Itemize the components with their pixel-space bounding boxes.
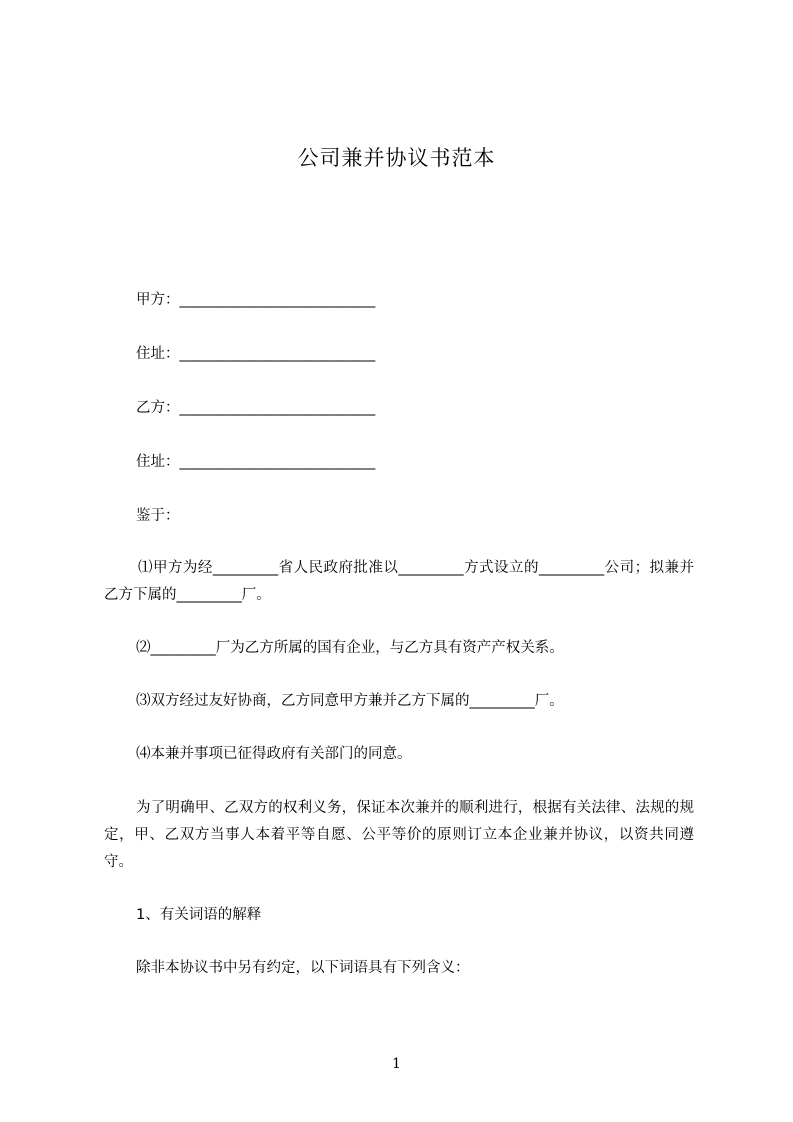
clause-3: ⑶双方经过友好协商，乙方同意甲方兼并乙方下属的_________厂。 bbox=[136, 693, 564, 709]
page-number: 1 bbox=[392, 1056, 401, 1072]
section-1-intro: 除非本协议书中另有约定，以下词语具有下列含义： bbox=[136, 960, 470, 976]
field-address-a: 住址：___________________________ bbox=[136, 346, 376, 362]
document-title: 公司兼并协议书范本 bbox=[297, 146, 496, 170]
whereas-label: 鉴于： bbox=[136, 508, 180, 524]
clause-4: ⑷本兼并事项已征得政府有关部门的同意。 bbox=[136, 746, 412, 762]
clause-1: ⑴甲方为经_________省人民政府批准以_________方式设立的_________公司；拟兼并乙方下属的_________厂。 bbox=[104, 560, 694, 603]
field-party-a: 甲方：___________________________ bbox=[136, 292, 376, 308]
section-1-heading: 1、有关词语的解释 bbox=[136, 907, 262, 923]
field-address-b: 住址：___________________________ bbox=[136, 454, 376, 470]
purpose-paragraph: 为了明确甲、乙双方的权利义务，保证本次兼并的顺利进行，根据有关法律、法规的规定，甲、乙双方当事人本着平等自愿、公平等价的原则订立本企业兼并协议，以资共同遵守。 bbox=[104, 800, 694, 870]
clause-2: ⑵_________厂为乙方所属的国有企业，与乙方具有资产产权关系。 bbox=[136, 640, 564, 656]
field-party-b: 乙方：___________________________ bbox=[136, 400, 376, 416]
